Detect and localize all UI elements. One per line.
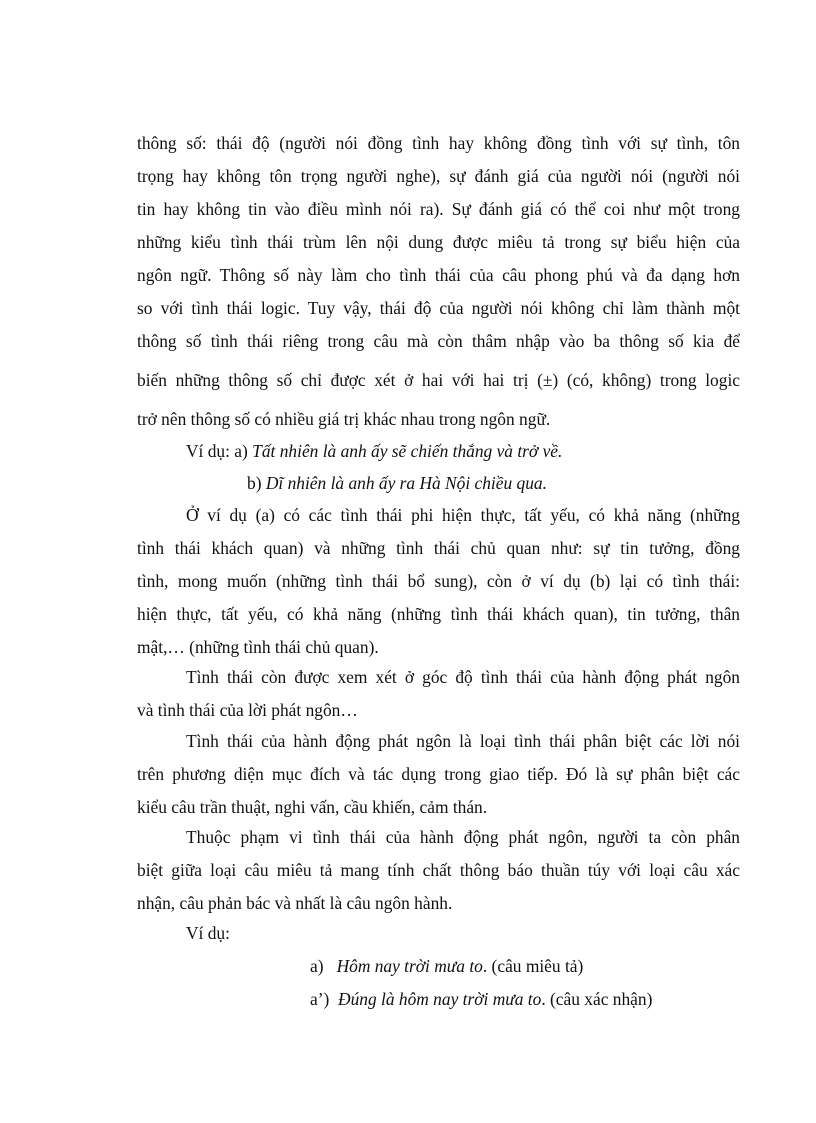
- text-line: Tình thái của hành động phát ngôn là loại tình thái phân biệt các lời nói: [186, 731, 740, 751]
- text-line: Thuộc phạm vi tình thái của hành động phát ngôn, người ta còn phân: [186, 827, 740, 847]
- text-line: so với tình thái logic. Tuy vậy, thái độ của người nói không chỉ làm thành một: [137, 298, 740, 318]
- example-2-a-text: Hôm nay trời mưa to: [336, 956, 483, 976]
- text-line: những kiểu tình thái trùm lên nội dung được miêu tả trong sự biểu hiện của: [137, 232, 740, 252]
- text-line: trở nên thông số có nhiều giá trị khác nhau trong ngôn ngữ.: [137, 409, 551, 429]
- text-line: tình, mong muốn (những tình thái bổ sung), còn ở ví dụ (b) lại có tình thái:: [137, 571, 740, 591]
- text-line: Ở ví dụ (a) có các tình thái phi hiện thực, tất yếu, có khả năng (những: [186, 505, 740, 525]
- text-line: trên phương diện mục đích và tác dụng trong giao tiếp. Đó là sự phân biệt các: [137, 764, 740, 784]
- text-line: tin hay không tin vào điều mình nói ra). Sự đánh giá có thể coi như một trong: [137, 199, 740, 219]
- paragraph-2: [137, 499, 740, 664]
- example-2-a-prime-marker: a’): [310, 989, 330, 1009]
- text-line: trọng hay không tôn trọng người nghe), sự đánh giá của người nói (người nói: [137, 166, 740, 186]
- example-2-a-marker: a): [310, 956, 324, 976]
- text-line: tình thái khách quan) và những tình thái chủ quan như: sự tin tưởng, đồng: [137, 538, 740, 558]
- example-2-item-a-prime: [310, 983, 652, 1016]
- example-1-prefix: Ví dụ: a): [186, 441, 253, 461]
- text-line: mật,… (những tình thái chủ quan).: [137, 637, 379, 657]
- example-1-b-text: Dĩ nhiên là anh ấy ra Hà Nội chiều qua.: [265, 473, 547, 493]
- paragraph-3: [137, 661, 740, 727]
- text-line: và tình thái của lời phát ngôn…: [137, 700, 358, 720]
- paragraph-5: [137, 821, 740, 920]
- paragraph-1: [137, 127, 740, 436]
- example-1-b-label: b): [247, 473, 266, 493]
- text-line: ngôn ngữ. Thông số này làm cho tình thái của câu phong phú và đa dạng hơn: [137, 265, 740, 285]
- paragraph-4: [137, 725, 740, 824]
- text-line: nhận, câu phản bác và nhất là câu ngôn hành.: [137, 893, 453, 913]
- text-line: thông số: thái độ (người nói đồng tình hay không đồng tình với sự tình, tôn: [137, 133, 740, 153]
- text-line: Tình thái còn được xem xét ở góc độ tình thái của hành động phát ngôn: [186, 667, 740, 687]
- text-line: kiểu câu trần thuật, nghi vấn, cầu khiến, cảm thán.: [137, 797, 488, 817]
- example-2-a-note: . (câu miêu tả): [482, 956, 584, 976]
- example-1-b: [247, 467, 547, 500]
- text-line: biệt giữa loại câu miêu tả mang tính chất thông báo thuần túy với loại câu xác: [137, 860, 740, 880]
- text-line: biến những thông số chỉ được xét ở hai với hai trị (±) (có, không) trong logic: [137, 370, 740, 390]
- text-line: thông số tình thái riêng trong câu mà còn thâm nhập vào ba thông số kia để: [137, 331, 740, 351]
- example-2-label: Ví dụ:: [186, 923, 230, 943]
- example-2-a-prime-text: Đúng là hôm nay trời mưa to: [338, 989, 542, 1009]
- example-2-item-a: [310, 950, 583, 983]
- example-1-a: [186, 435, 562, 468]
- example-2-a-prime-note: . (câu xác nhận): [541, 989, 653, 1009]
- example-1-a-text: Tất nhiên là anh ấy sẽ chiến thắng và trở về.: [252, 441, 563, 461]
- text-line: hiện thực, tất yếu, có khả năng (những tình thái khách quan), tin tưởng, thân: [137, 604, 740, 624]
